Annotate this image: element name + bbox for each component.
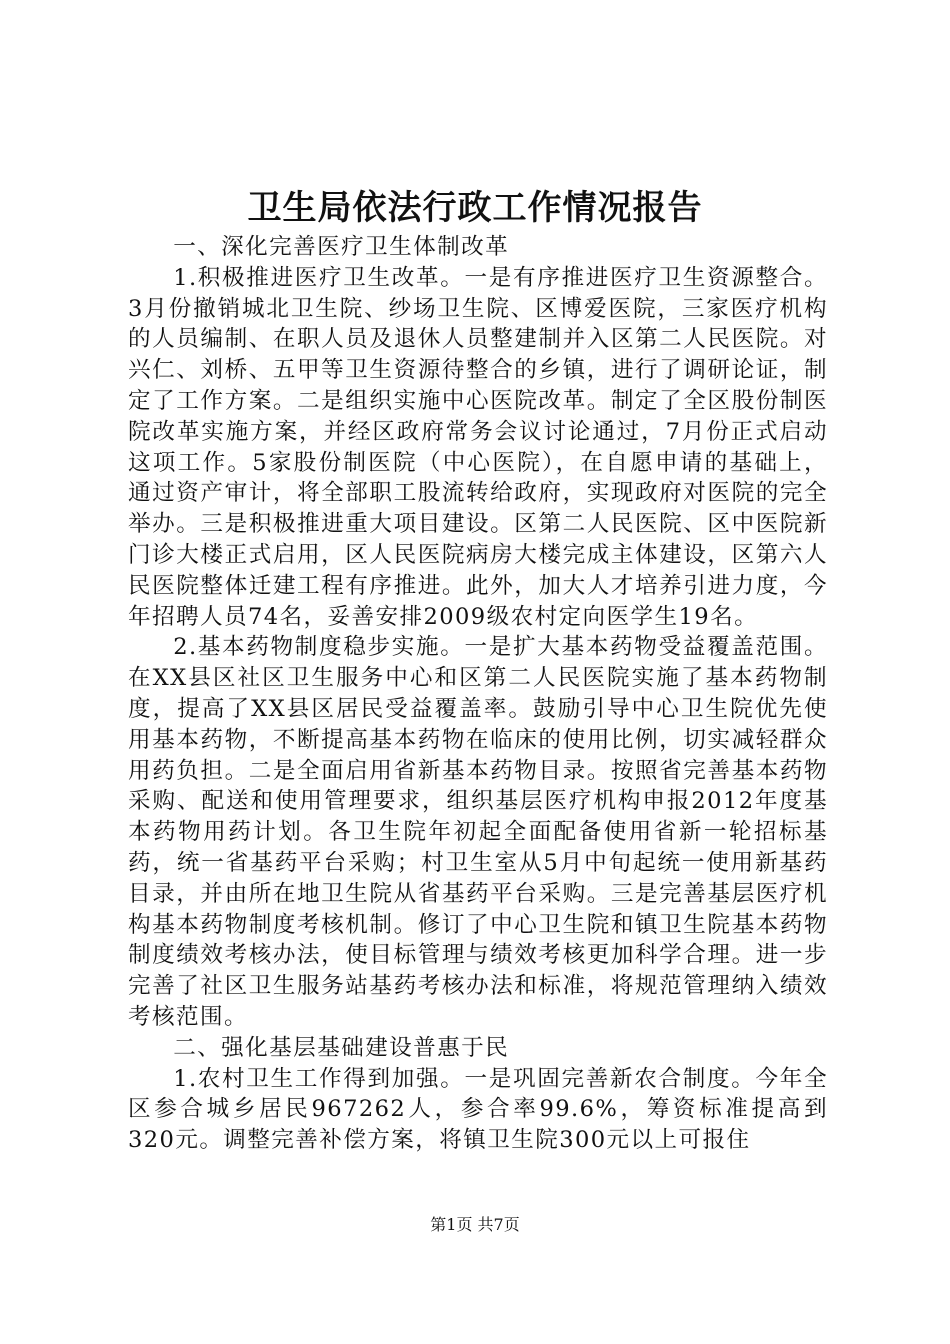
paragraph-3: 1.农村卫生工作得到加强。一是巩固完善新农合制度。今年全区参合城乡居民967262人，参合率99.6%，筹资标准提高到320元。调整完善补偿方案，将镇卫生院300元以上可报住 bbox=[128, 1065, 828, 1154]
page-number-footer: 第1页 共7页 bbox=[430, 1215, 520, 1234]
document-title: 卫生局依法行政工作情况报告 bbox=[247, 188, 703, 228]
section-heading-2: 二、强化基层基础建设普惠于民 bbox=[173, 1034, 510, 1061]
section-heading-1: 一、深化完善医疗卫生体制改革 bbox=[173, 234, 510, 260]
paragraph-2: 2.基本药物制度稳步实施。一是扩大基本药物受益覆盖范围。在XX县区社区卫生服务中心和区第二人民医院实施了基本药物制度，提高了XX县区居民受益覆盖率。鼓励引导中心卫生院优先使用基本药物，不断提高基本药物在临床的使用比例，切实减轻群众用药负担。二是全面启用省新基本药物目录。按照省完善基本药物采购、配送和使用管理要求，组织基层医疗机构申报2012年度基本药物用药计划。各卫生院年初起全面配备使用省新一轮招标基药，统一省基药平台采购；村卫生室从5月中旬起统一使用新基药目录，并由所在地卫生院从省基药平台采购。三是完善基层医疗机构基本药物制度考核机制。修订了中心卫生院和镇卫生院基本药物制度绩效考核办法，使目标管理与绩效考核更加科学合理。进一步完善了社区卫生服务站基药考核办法和标准，将规范管理纳入绩效考核范围。 bbox=[128, 634, 828, 1030]
paragraph-1: 1.积极推进医疗卫生改革。一是有序推进医疗卫生资源整合。3月份撤销城北卫生院、纱场卫生院、区博爱医院，三家医疗机构的人员编制、在职人员及退休人员整建制并入区第二人民医院。对兴仁、刘桥、五甲等卫生资源待整合的乡镇，进行了调研论证，制定了工作方案。二是组织实施中心医院改革。制定了全区股份制医院改革实施方案，并经区政府常务会议讨论通过，7月份正式启动这项工作。5家股份制医院（中心医院），在自愿申请的基础上，通过资产审计，将全部职工股流转给政府，实现政府对医院的完全举办。三是积极推进重大项目建设。区第二人民医院、区中医院新门诊大楼正式启用，区人民医院病房大楼完成主体建设，区第六人民医院整体迁建工程有序推进。此外，加大人才培养引进力度，今年招聘人员74名，妥善安排2009级农村定向医学生19名。 bbox=[128, 264, 828, 630]
document-body bbox=[128, 232, 828, 1156]
